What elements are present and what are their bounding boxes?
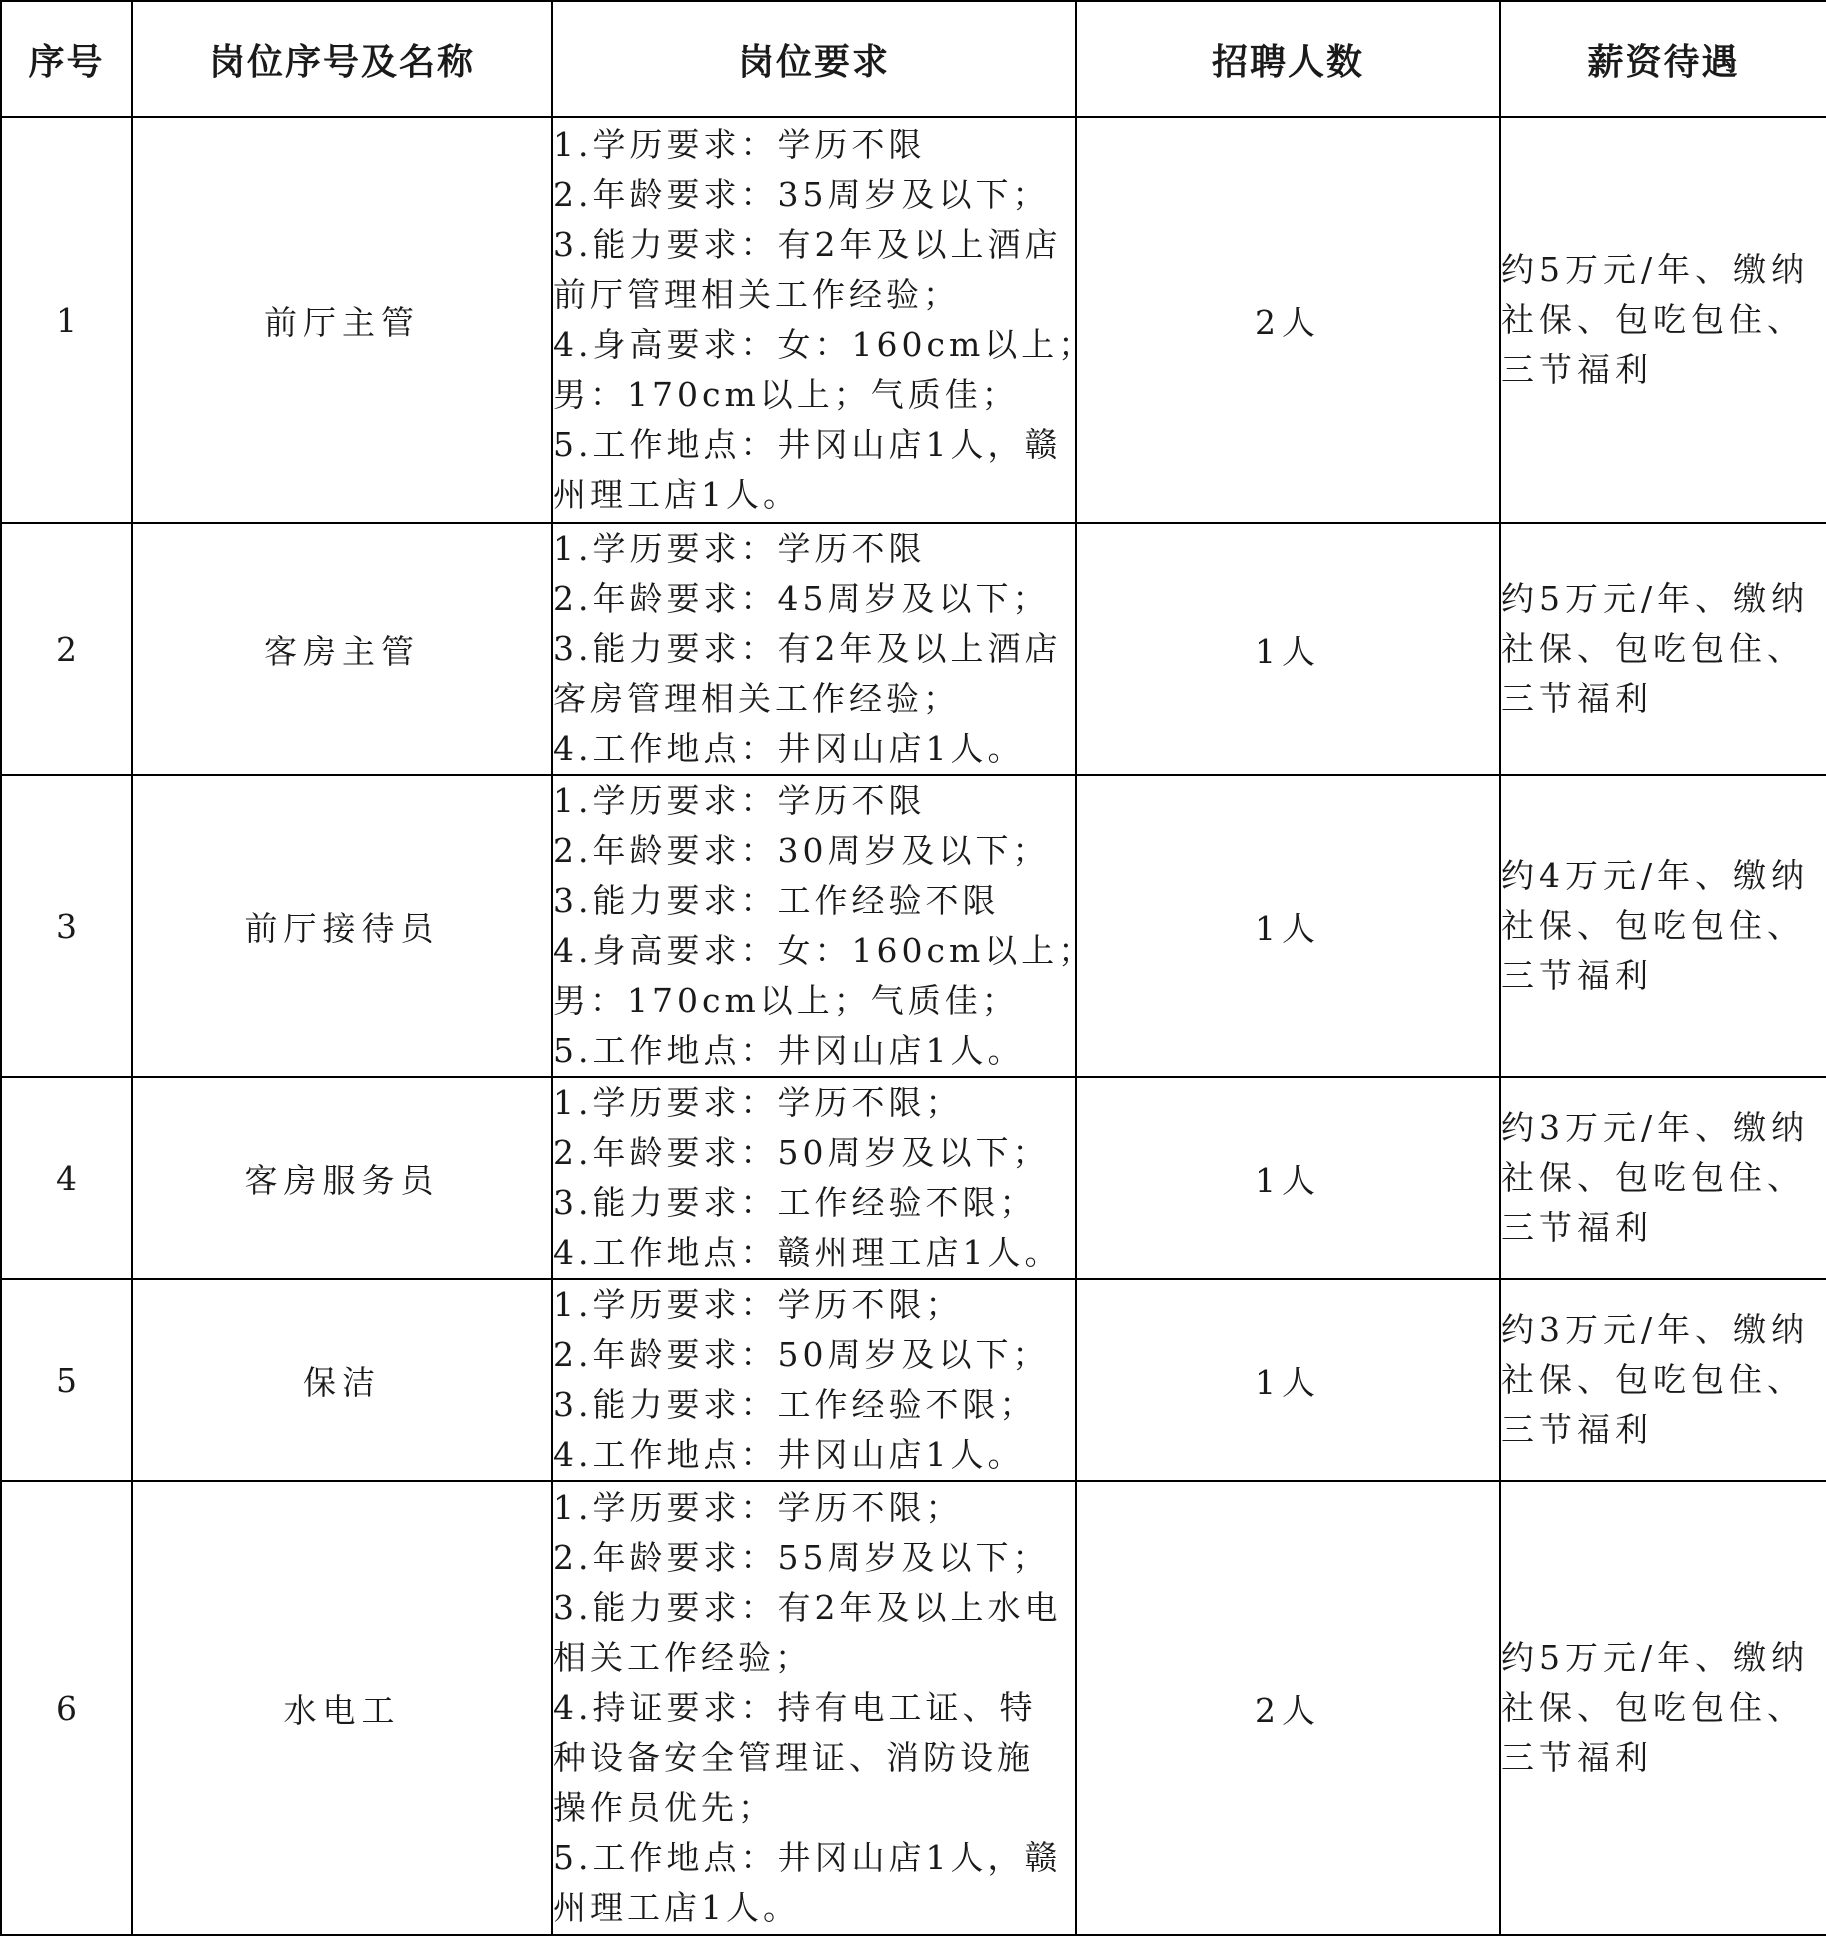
requirement-line: 1.学历要求：学历不限； bbox=[553, 1488, 963, 1527]
salary-line: 约5万元/年、缴纳 bbox=[1501, 1638, 1810, 1677]
salary-line: 三节福利 bbox=[1501, 956, 1653, 995]
salary-line: 约3万元/年、缴纳 bbox=[1501, 1108, 1810, 1147]
requirement-line: 4.身高要求：女：160cm以上； bbox=[553, 931, 1096, 970]
requirement-line: 4.工作地点：赣州理工店1人。 bbox=[553, 1233, 1062, 1272]
requirement-line: 3.能力要求：有2年及以上酒店 bbox=[553, 629, 1062, 668]
row-number: 3 bbox=[1, 775, 132, 1077]
salary-line: 约4万元/年、缴纳 bbox=[1501, 856, 1810, 895]
hire-count: 1人 bbox=[1076, 1077, 1500, 1279]
table-row bbox=[1, 117, 1826, 523]
header-salary: 薪资待遇 bbox=[1500, 1, 1826, 117]
requirement-line: 3.能力要求：工作经验不限； bbox=[553, 1385, 1037, 1424]
salary-line: 三节福利 bbox=[1501, 1410, 1653, 1449]
hire-count: 2人 bbox=[1076, 1481, 1500, 1935]
table-row bbox=[1, 775, 1826, 1077]
salary-cell bbox=[1500, 1077, 1826, 1279]
row-number: 1 bbox=[1, 117, 132, 523]
salary-line: 三节福利 bbox=[1501, 1738, 1653, 1777]
requirement-line: 州理工店1人。 bbox=[553, 1888, 800, 1927]
salary-cell bbox=[1500, 523, 1826, 775]
requirement-line: 3.能力要求：工作经验不限 bbox=[553, 881, 1000, 920]
requirement-line: 男：170cm以上；气质佳； bbox=[553, 981, 1019, 1020]
header-no: 序号 bbox=[1, 1, 132, 117]
requirements-cell bbox=[552, 1279, 1076, 1481]
requirement-line: 5.工作地点：井冈山店1人，赣 bbox=[553, 1838, 1062, 1877]
requirements-cell bbox=[552, 117, 1096, 523]
requirement-line: 5.工作地点：井冈山店1人。 bbox=[553, 1031, 1025, 1070]
salary-line: 社保、包吃包住、 bbox=[1501, 906, 1805, 945]
salary-line: 社保、包吃包住、 bbox=[1501, 629, 1805, 668]
requirement-line: 4.身高要求：女：160cm以上； bbox=[553, 325, 1096, 364]
table-row bbox=[1, 1077, 1826, 1279]
requirements-cell bbox=[552, 1481, 1076, 1935]
requirements-cell bbox=[552, 1077, 1076, 1279]
requirement-line: 种设备安全管理证、消防设施 bbox=[553, 1738, 1034, 1777]
requirement-line: 前厅管理相关工作经验； bbox=[553, 275, 960, 314]
hire-count: 1人 bbox=[1076, 1279, 1500, 1481]
requirement-line: 2.年龄要求：50周岁及以下； bbox=[553, 1133, 1050, 1172]
position-name: 前厅主管 bbox=[132, 117, 552, 523]
requirement-line: 2.年龄要求：45周岁及以下； bbox=[553, 579, 1050, 618]
requirement-line: 4.工作地点：井冈山店1人。 bbox=[553, 1435, 1025, 1474]
requirement-line: 4.持证要求：持有电工证、特 bbox=[553, 1688, 1037, 1727]
requirement-line: 3.能力要求：有2年及以上水电 bbox=[553, 1588, 1062, 1627]
salary-cell bbox=[1500, 117, 1826, 523]
salary-cell bbox=[1500, 1279, 1826, 1481]
requirement-line: 2.年龄要求：55周岁及以下； bbox=[553, 1538, 1050, 1577]
position-name: 前厅接待员 bbox=[132, 775, 552, 1077]
salary-line: 三节福利 bbox=[1501, 679, 1653, 718]
requirement-line: 1.学历要求：学历不限 bbox=[553, 125, 926, 164]
salary-line: 社保、包吃包住、 bbox=[1501, 1158, 1805, 1197]
header-row bbox=[1, 1, 1826, 117]
position-name: 客房服务员 bbox=[132, 1077, 552, 1279]
requirement-line: 男：170cm以上；气质佳； bbox=[553, 375, 1019, 414]
salary-line: 社保、包吃包住、 bbox=[1501, 1360, 1805, 1399]
table-row bbox=[1, 1279, 1826, 1481]
salary-line: 社保、包吃包住、 bbox=[1501, 1688, 1805, 1727]
salary-line: 三节福利 bbox=[1501, 1208, 1653, 1247]
requirement-line: 3.能力要求：工作经验不限； bbox=[553, 1183, 1037, 1222]
requirement-line: 3.能力要求：有2年及以上酒店 bbox=[553, 225, 1062, 264]
salary-line: 约5万元/年、缴纳 bbox=[1501, 579, 1810, 618]
hire-count: 1人 bbox=[1076, 523, 1500, 775]
salary-cell bbox=[1500, 775, 1826, 1077]
row-number: 2 bbox=[1, 523, 132, 775]
hire-count: 1人 bbox=[1076, 775, 1500, 1077]
position-name: 客房主管 bbox=[132, 523, 552, 775]
requirement-line: 5.工作地点：井冈山店1人，赣 bbox=[553, 425, 1062, 464]
position-name: 水电工 bbox=[132, 1481, 552, 1935]
requirements-cell bbox=[552, 775, 1096, 1077]
requirement-line: 客房管理相关工作经验； bbox=[553, 679, 960, 718]
requirement-line: 操作员优先； bbox=[553, 1788, 775, 1827]
requirements-cell bbox=[552, 523, 1076, 775]
requirement-line: 州理工店1人。 bbox=[553, 475, 800, 514]
header-position: 岗位序号及名称 bbox=[132, 1, 552, 117]
hire-count: 2人 bbox=[1076, 117, 1500, 523]
salary-line: 社保、包吃包住、 bbox=[1501, 300, 1805, 339]
salary-line: 三节福利 bbox=[1501, 350, 1653, 389]
salary-line: 约3万元/年、缴纳 bbox=[1501, 1310, 1810, 1349]
table-row bbox=[1, 523, 1826, 775]
header-count: 招聘人数 bbox=[1076, 1, 1500, 117]
salary-cell bbox=[1500, 1481, 1826, 1935]
header-requirements: 岗位要求 bbox=[552, 1, 1076, 117]
salary-line: 约5万元/年、缴纳 bbox=[1501, 250, 1810, 289]
row-number: 5 bbox=[1, 1279, 132, 1481]
requirement-line: 1.学历要求：学历不限； bbox=[553, 1285, 963, 1324]
requirement-line: 相关工作经验； bbox=[553, 1638, 812, 1677]
row-number: 4 bbox=[1, 1077, 132, 1279]
requirement-line: 1.学历要求：学历不限 bbox=[553, 781, 926, 820]
table-row bbox=[1, 1481, 1826, 1935]
requirement-line: 1.学历要求：学历不限 bbox=[553, 529, 926, 568]
row-number: 6 bbox=[1, 1481, 132, 1935]
requirement-line: 4.工作地点：井冈山店1人。 bbox=[553, 729, 1025, 768]
requirement-line: 2.年龄要求：35周岁及以下； bbox=[553, 175, 1050, 214]
requirement-line: 2.年龄要求：50周岁及以下； bbox=[553, 1335, 1050, 1374]
position-name: 保洁 bbox=[132, 1279, 552, 1481]
requirement-line: 1.学历要求：学历不限； bbox=[553, 1083, 963, 1122]
requirement-line: 2.年龄要求：30周岁及以下； bbox=[553, 831, 1050, 870]
